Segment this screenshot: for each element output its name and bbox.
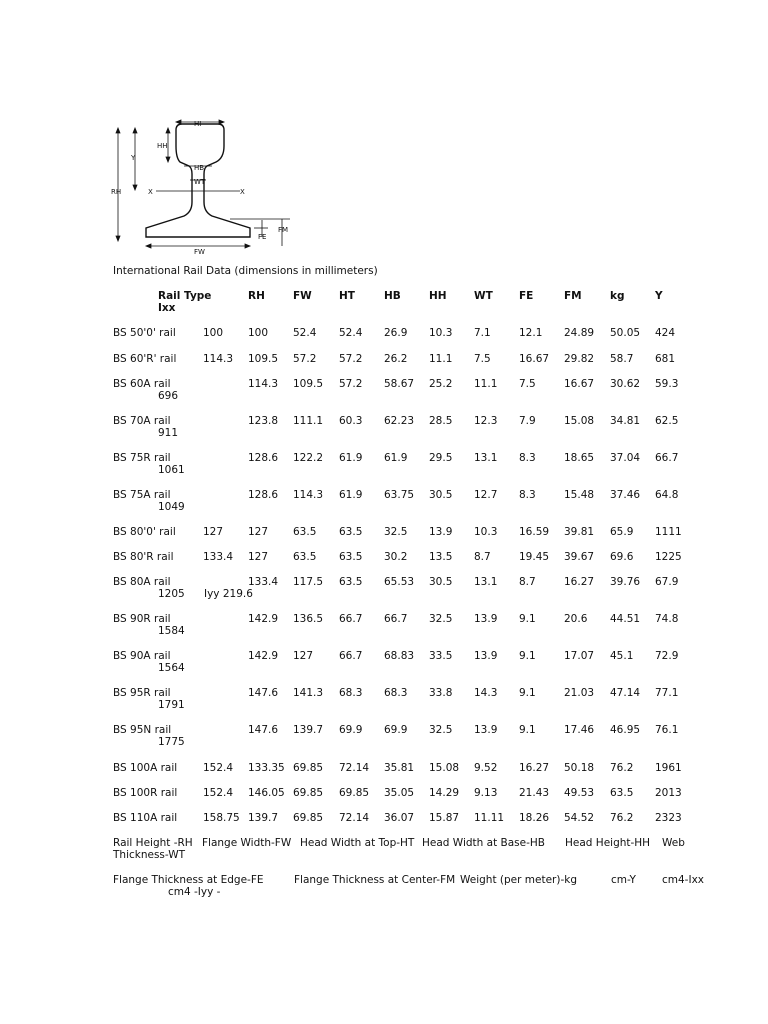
table-cell: 68.3 [339,687,363,699]
table-cell: 66.7 [655,452,679,464]
table-cell: 69.9 [339,724,363,736]
table-cell: 9.13 [474,787,498,799]
table-cell: 136.5 [293,613,324,625]
table-cell: 12.1 [519,327,543,339]
rail-profile-diagram [108,116,298,258]
table-cell: 57.2 [339,353,363,365]
table-cell: 63.5 [339,526,363,538]
table-cell: 47.14 [610,687,641,699]
diagram-label-hi: HI [194,120,202,128]
table-cell: 69.9 [384,724,408,736]
table-cell: 9.1 [519,650,536,662]
table-cell: 8.7 [474,551,491,563]
table-cell: 7.5 [474,353,491,365]
table-cell: 14.3 [474,687,498,699]
ixx-cell: 1061 [158,464,185,476]
legend-rh: Rail Height -RH [113,837,193,849]
table-cell: 63.5 [293,551,317,563]
table-cell: 67.9 [655,576,679,588]
table-cell: 65.9 [610,526,634,538]
table-cell: 9.1 [519,613,536,625]
table-cell: 66.7 [384,613,408,625]
table-cell: 69.85 [339,787,370,799]
table-cell: 17.07 [564,650,595,662]
rail-type-cell: BS 110A rail [113,812,178,824]
rail-type-cell: BS 95R rail [113,687,171,699]
table-cell: 39.76 [610,576,641,588]
table-cell: 16.59 [519,526,550,538]
table-cell: 133.35 [248,762,285,774]
table-cell: 39.67 [564,551,595,563]
table-cell: 127 [293,650,314,662]
table-cell: 74.8 [655,613,679,625]
table-cell: 62.23 [384,415,415,427]
table-cell: 111.1 [293,415,324,427]
table-cell: 64.8 [655,489,679,501]
table-cell: 109.5 [248,353,279,365]
table-cell: 21.43 [519,787,550,799]
table-cell: 2013 [655,787,682,799]
table-cell: 133.4 [203,551,234,563]
rail-type-cell: BS 80A rail [113,576,171,588]
table-cell: 13.9 [429,526,453,538]
table-cell: 8.3 [519,489,536,501]
legend-kg: Weight (per meter)-kg [460,874,578,886]
header-wt: WT [474,290,493,302]
table-cell: 424 [655,327,676,339]
table-cell: 15.48 [564,489,595,501]
table-cell: 152.4 [203,787,234,799]
diagram-label-hb: HB [194,164,205,172]
table-cell: 66.7 [339,613,363,625]
table-cell: 139.7 [248,812,279,824]
table-cell: 49.53 [564,787,595,799]
header-rail-type: Rail Type [158,290,212,302]
table-cell: 69.85 [293,812,324,824]
table-cell: 158.75 [203,812,240,824]
table-cell: 147.6 [248,724,279,736]
ixx-cell: 696 [158,390,179,402]
table-cell: 17.46 [564,724,595,736]
table-cell: 13.9 [474,724,498,736]
legend-hh: Head Height-HH [565,837,651,849]
table-cell: 37.46 [610,489,641,501]
table-cell: 69.6 [610,551,634,563]
table-cell: 30.5 [429,576,453,588]
table-cell: 62.5 [655,415,679,427]
table-cell: 35.81 [384,762,415,774]
table-cell: 147.6 [248,687,279,699]
diagram-label-rh: RH [111,188,122,196]
table-cell: 76.2 [610,812,634,824]
table-cell: 30.2 [384,551,408,563]
table-cell: 63.5 [610,787,634,799]
header-kg: kg [610,290,625,302]
table-cell: 9.52 [474,762,498,774]
rail-type-cell: BS 90A rail [113,650,171,662]
table-cell: 146.05 [248,787,285,799]
table-cell: 36.07 [384,812,415,824]
table-cell: 58.67 [384,378,415,390]
ixx-cell: 1791 [158,699,185,711]
rail-type-cell: BS 80'0' rail [113,526,176,538]
table-cell: 32.5 [429,724,453,736]
table-cell: 127 [203,526,224,538]
ixx-cell: 1049 [158,501,185,513]
table-cell: 128.6 [248,452,279,464]
rail-type-cell: BS 60'R' rail [113,353,177,365]
ixx-cell: 1564 [158,662,185,674]
table-cell: 37.04 [610,452,641,464]
header-fw: FW [293,290,312,302]
table-cell: 32.5 [429,613,453,625]
table-cell: 45.1 [610,650,634,662]
legend-fm: Flange Thickness at Center-FM [294,874,456,886]
legend-hb: Head Width at Base-HB [422,837,545,849]
table-cell: 123.8 [248,415,279,427]
table-cell: 128.6 [248,489,279,501]
header-y: Y [655,290,663,302]
legend-ixx: cm4-Ixx [662,874,704,886]
table-cell: 18.26 [519,812,550,824]
table-cell: 52.4 [293,327,317,339]
ixx-cell: 911 [158,427,179,439]
table-cell: 11.1 [474,378,498,390]
table-cell: 11.11 [474,812,505,824]
legend-web: Web [662,837,685,849]
table-cell: 34.81 [610,415,641,427]
table-cell: 16.67 [519,353,550,365]
diagram-label-wt: WT [194,178,206,186]
rail-type-cell: BS 60A rail [113,378,171,390]
table-cell: 10.3 [474,526,498,538]
rail-type-cell: BS 75A rail [113,489,171,501]
table-cell: 72.14 [339,762,370,774]
table-cell: 29.82 [564,353,595,365]
table-cell: 72.14 [339,812,370,824]
table-cell: 117.5 [293,576,324,588]
table-cell: 152.4 [203,762,234,774]
table-cell: 63.5 [293,526,317,538]
rail-type-cell: BS 75R rail [113,452,171,464]
table-cell: 1225 [655,551,682,563]
table-cell: 7.1 [474,327,491,339]
legend-iyy: cm4 -Iyy - [168,886,221,898]
table-cell: 68.3 [384,687,408,699]
rail-type-cell: BS 100R rail [113,787,178,799]
table-cell: 100 [248,327,269,339]
table-cell: 76.1 [655,724,679,736]
table-cell: 141.3 [293,687,324,699]
legend-fw: Flange Width-FW [202,837,292,849]
legend-y: cm-Y [611,874,636,886]
table-cell: 127 [248,551,269,563]
diagram-label-fe: FE [258,233,267,241]
diagram-label-x-left: X [148,188,153,196]
header-ht: HT [339,290,355,302]
table-cell: 50.18 [564,762,595,774]
table-cell: 127 [248,526,269,538]
table-cell: 13.1 [474,576,498,588]
rail-type-cell: BS 95N rail [113,724,172,736]
ixx-cell: 1205 [158,588,185,600]
rail-type-cell: BS 90R rail [113,613,171,625]
document-title: International Rail Data (dimensions in millimeters) [113,265,378,277]
table-cell: 39.81 [564,526,595,538]
table-cell: 44.51 [610,613,641,625]
table-cell: 50.05 [610,327,641,339]
legend-ht: Head Width at Top-HT [300,837,415,849]
table-cell: 35.05 [384,787,415,799]
table-cell: 16.27 [564,576,595,588]
table-cell: 33.5 [429,650,453,662]
table-cell: 52.4 [339,327,363,339]
table-cell: 26.9 [384,327,408,339]
table-cell: 29.5 [429,452,453,464]
table-cell: 16.27 [519,762,550,774]
table-cell: 114.3 [293,489,324,501]
table-cell: 65.53 [384,576,415,588]
rail-type-cell: BS 70A rail [113,415,171,427]
table-cell: 68.83 [384,650,415,662]
table-cell: 681 [655,353,676,365]
table-cell: 26.2 [384,353,408,365]
table-cell: 61.9 [384,452,408,464]
table-cell: 28.5 [429,415,453,427]
header-fm: FM [564,290,582,302]
table-cell: 1111 [655,526,682,538]
table-cell: 69.85 [293,762,324,774]
table-cell: 58.7 [610,353,634,365]
table-cell: 77.1 [655,687,679,699]
diagram-label-fw: FW [194,248,205,256]
table-cell: 122.2 [293,452,324,464]
table-cell: 25.2 [429,378,453,390]
table-cell: 100 [203,327,224,339]
table-cell: 63.5 [339,576,363,588]
diagram-label-y: Y [131,154,136,162]
table-cell: 9.1 [519,687,536,699]
table-cell: 57.2 [293,353,317,365]
header-hh: HH [429,290,447,302]
table-cell: 142.9 [248,613,279,625]
table-cell: 15.08 [429,762,460,774]
diagram-label-x-right: X [240,188,245,196]
table-cell: 63.75 [384,489,415,501]
table-cell: 54.52 [564,812,595,824]
ixx-cell: 1584 [158,625,185,637]
table-cell: 30.5 [429,489,453,501]
table-cell: 69.85 [293,787,324,799]
table-cell: 30.62 [610,378,641,390]
table-cell: 76.2 [610,762,634,774]
table-cell: 46.95 [610,724,641,736]
table-cell: 7.5 [519,378,536,390]
table-cell: 14.29 [429,787,460,799]
table-cell: 7.9 [519,415,536,427]
table-cell: 57.2 [339,378,363,390]
table-cell: 12.7 [474,489,498,501]
table-cell: 19.45 [519,551,550,563]
table-cell: 114.3 [203,353,234,365]
table-cell: 8.7 [519,576,536,588]
table-cell: 33.8 [429,687,453,699]
table-cell: 63.5 [339,551,363,563]
table-cell: 12.3 [474,415,498,427]
table-cell: 109.5 [293,378,324,390]
table-cell: 11.1 [429,353,453,365]
header-hb: HB [384,290,401,302]
rail-type-cell: BS 100A rail [113,762,178,774]
table-cell: 133.4 [248,576,279,588]
table-cell: 2323 [655,812,682,824]
table-cell: 13.9 [474,613,498,625]
rail-type-cell: BS 80'R rail [113,551,174,563]
table-cell: 1961 [655,762,682,774]
table-cell: 10.3 [429,327,453,339]
rail-type-cell: BS 50'0' rail [113,327,176,339]
legend-fe: Flange Thickness at Edge-FE [113,874,264,886]
table-cell: 16.67 [564,378,595,390]
header-rh: RH [248,290,265,302]
table-cell: 72.9 [655,650,679,662]
table-cell: 20.6 [564,613,588,625]
table-cell: 139.7 [293,724,324,736]
header-fe: FE [519,290,534,302]
table-cell: 59.3 [655,378,679,390]
table-cell: 61.9 [339,489,363,501]
table-cell: 21.03 [564,687,595,699]
legend-wt: Thickness-WT [113,849,186,861]
diagram-label-hh: HH [157,142,168,150]
table-cell: 18.65 [564,452,595,464]
table-cell: 114.3 [248,378,279,390]
table-cell: 15.08 [564,415,595,427]
table-cell: 13.5 [429,551,453,563]
table-cell: 60.3 [339,415,363,427]
table-cell: 9.1 [519,724,536,736]
table-cell: 32.5 [384,526,408,538]
table-cell: 61.9 [339,452,363,464]
table-cell: 8.3 [519,452,536,464]
diagram-label-fm: FM [278,226,289,234]
header-ixx: Ixx [158,302,176,314]
table-cell: 15.87 [429,812,460,824]
iyy-cell: Iyy 219.6 [204,588,253,600]
table-cell: 13.1 [474,452,498,464]
table-cell: 24.89 [564,327,595,339]
table-cell: 13.9 [474,650,498,662]
ixx-cell: 1775 [158,736,185,748]
table-cell: 66.7 [339,650,363,662]
table-cell: 142.9 [248,650,279,662]
